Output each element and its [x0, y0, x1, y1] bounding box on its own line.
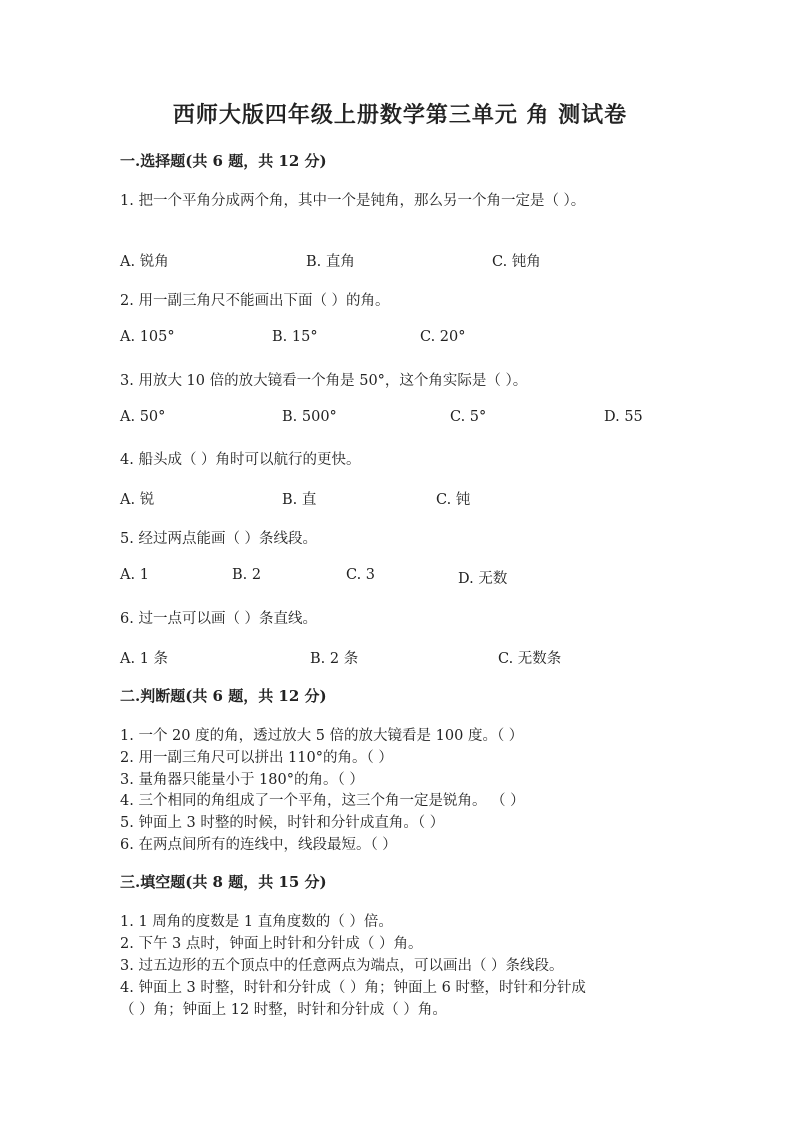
option: B. 直角 — [306, 254, 355, 270]
section-heading-fill-blank: 三.填空题(共 8 题，共 15 分) — [120, 873, 327, 891]
question-stem: 6. 过一点可以画（ ）条直线。 — [120, 611, 318, 627]
option: B. 15° — [272, 329, 318, 345]
fill-blank-item: 4. 钟面上 3 时整，时针和分针成（ ）角；钟面上 6 时整，时针和分针成 — [120, 980, 586, 996]
judgement-item: 5. 钟面上 3 时整的时候，时针和分针成直角。（ ） — [120, 815, 445, 831]
section-heading-judgement: 二.判断题(共 6 题，共 12 分) — [120, 687, 327, 705]
question-stem: 3. 用放大 10 倍的放大镜看一个角是 50°，这个角实际是（ ）。 — [120, 373, 528, 389]
judgement-item: 3. 量角器只能量小于 180°的角。（ ） — [120, 772, 364, 788]
option: D. 55 — [604, 409, 643, 425]
option: B. 2 — [232, 567, 262, 583]
fill-blank-item: 1. 1 周角的度数是 1 直角度数的（ ）倍。 — [120, 914, 393, 930]
judgement-item: 1. 一个 20 度的角，透过放大 5 倍的放大镜看是 100 度。（ ） — [120, 728, 524, 744]
option: A. 1 条 — [120, 651, 169, 667]
option: D. 无数 — [458, 571, 508, 587]
option: C. 无数条 — [498, 651, 562, 667]
question-stem: 5. 经过两点能画（ ）条线段。 — [120, 531, 318, 547]
question-stem: 1. 把一个平角分成两个角，其中一个是钝角，那么另一个角一定是（ ）。 — [120, 193, 586, 209]
option: C. 5° — [450, 409, 487, 425]
option: C. 钝角 — [492, 254, 541, 270]
option: A. 50° — [120, 409, 166, 425]
question-stem: 4. 船头成（ ）角时可以航行的更快。 — [120, 452, 361, 468]
judgement-item: 2. 用一副三角尺可以拼出 110°的角。（ ） — [120, 750, 393, 766]
question-stem: 2. 用一副三角尺不能画出下面（ ）的角。 — [120, 293, 390, 309]
option: A. 锐 — [120, 492, 155, 508]
option: C. 3 — [346, 567, 376, 583]
page-title: 西师大版四年级上册数学第三单元 角 测试卷 — [172, 102, 628, 128]
judgement-item: 6. 在两点间所有的连线中，线段最短。（ ） — [120, 837, 397, 853]
judgement-item: 4. 三个相同的角组成了一个平角，这三个角一定是锐角。 （ ） — [120, 793, 525, 809]
option: C. 20° — [420, 329, 466, 345]
fill-blank-item: 2. 下午 3 点时，钟面上时针和分针成（ ）角。 — [120, 936, 423, 952]
fill-blank-item: 3. 过五边形的五个顶点中的任意两点为端点，可以画出（ ）条线段。 — [120, 958, 564, 974]
fill-blank-item-continued: （ ）角；钟面上 12 时整，时针和分针成（ ）角。 — [120, 1002, 447, 1018]
option: B. 直 — [282, 492, 317, 508]
option: B. 2 条 — [310, 651, 359, 667]
option: B. 500° — [282, 409, 337, 425]
section-heading-choice: 一.选择题(共 6 题，共 12 分) — [120, 152, 327, 170]
option: C. 钝 — [436, 492, 471, 508]
option: A. 锐角 — [120, 254, 169, 270]
option: A. 1 — [120, 567, 149, 583]
option: A. 105° — [120, 329, 175, 345]
